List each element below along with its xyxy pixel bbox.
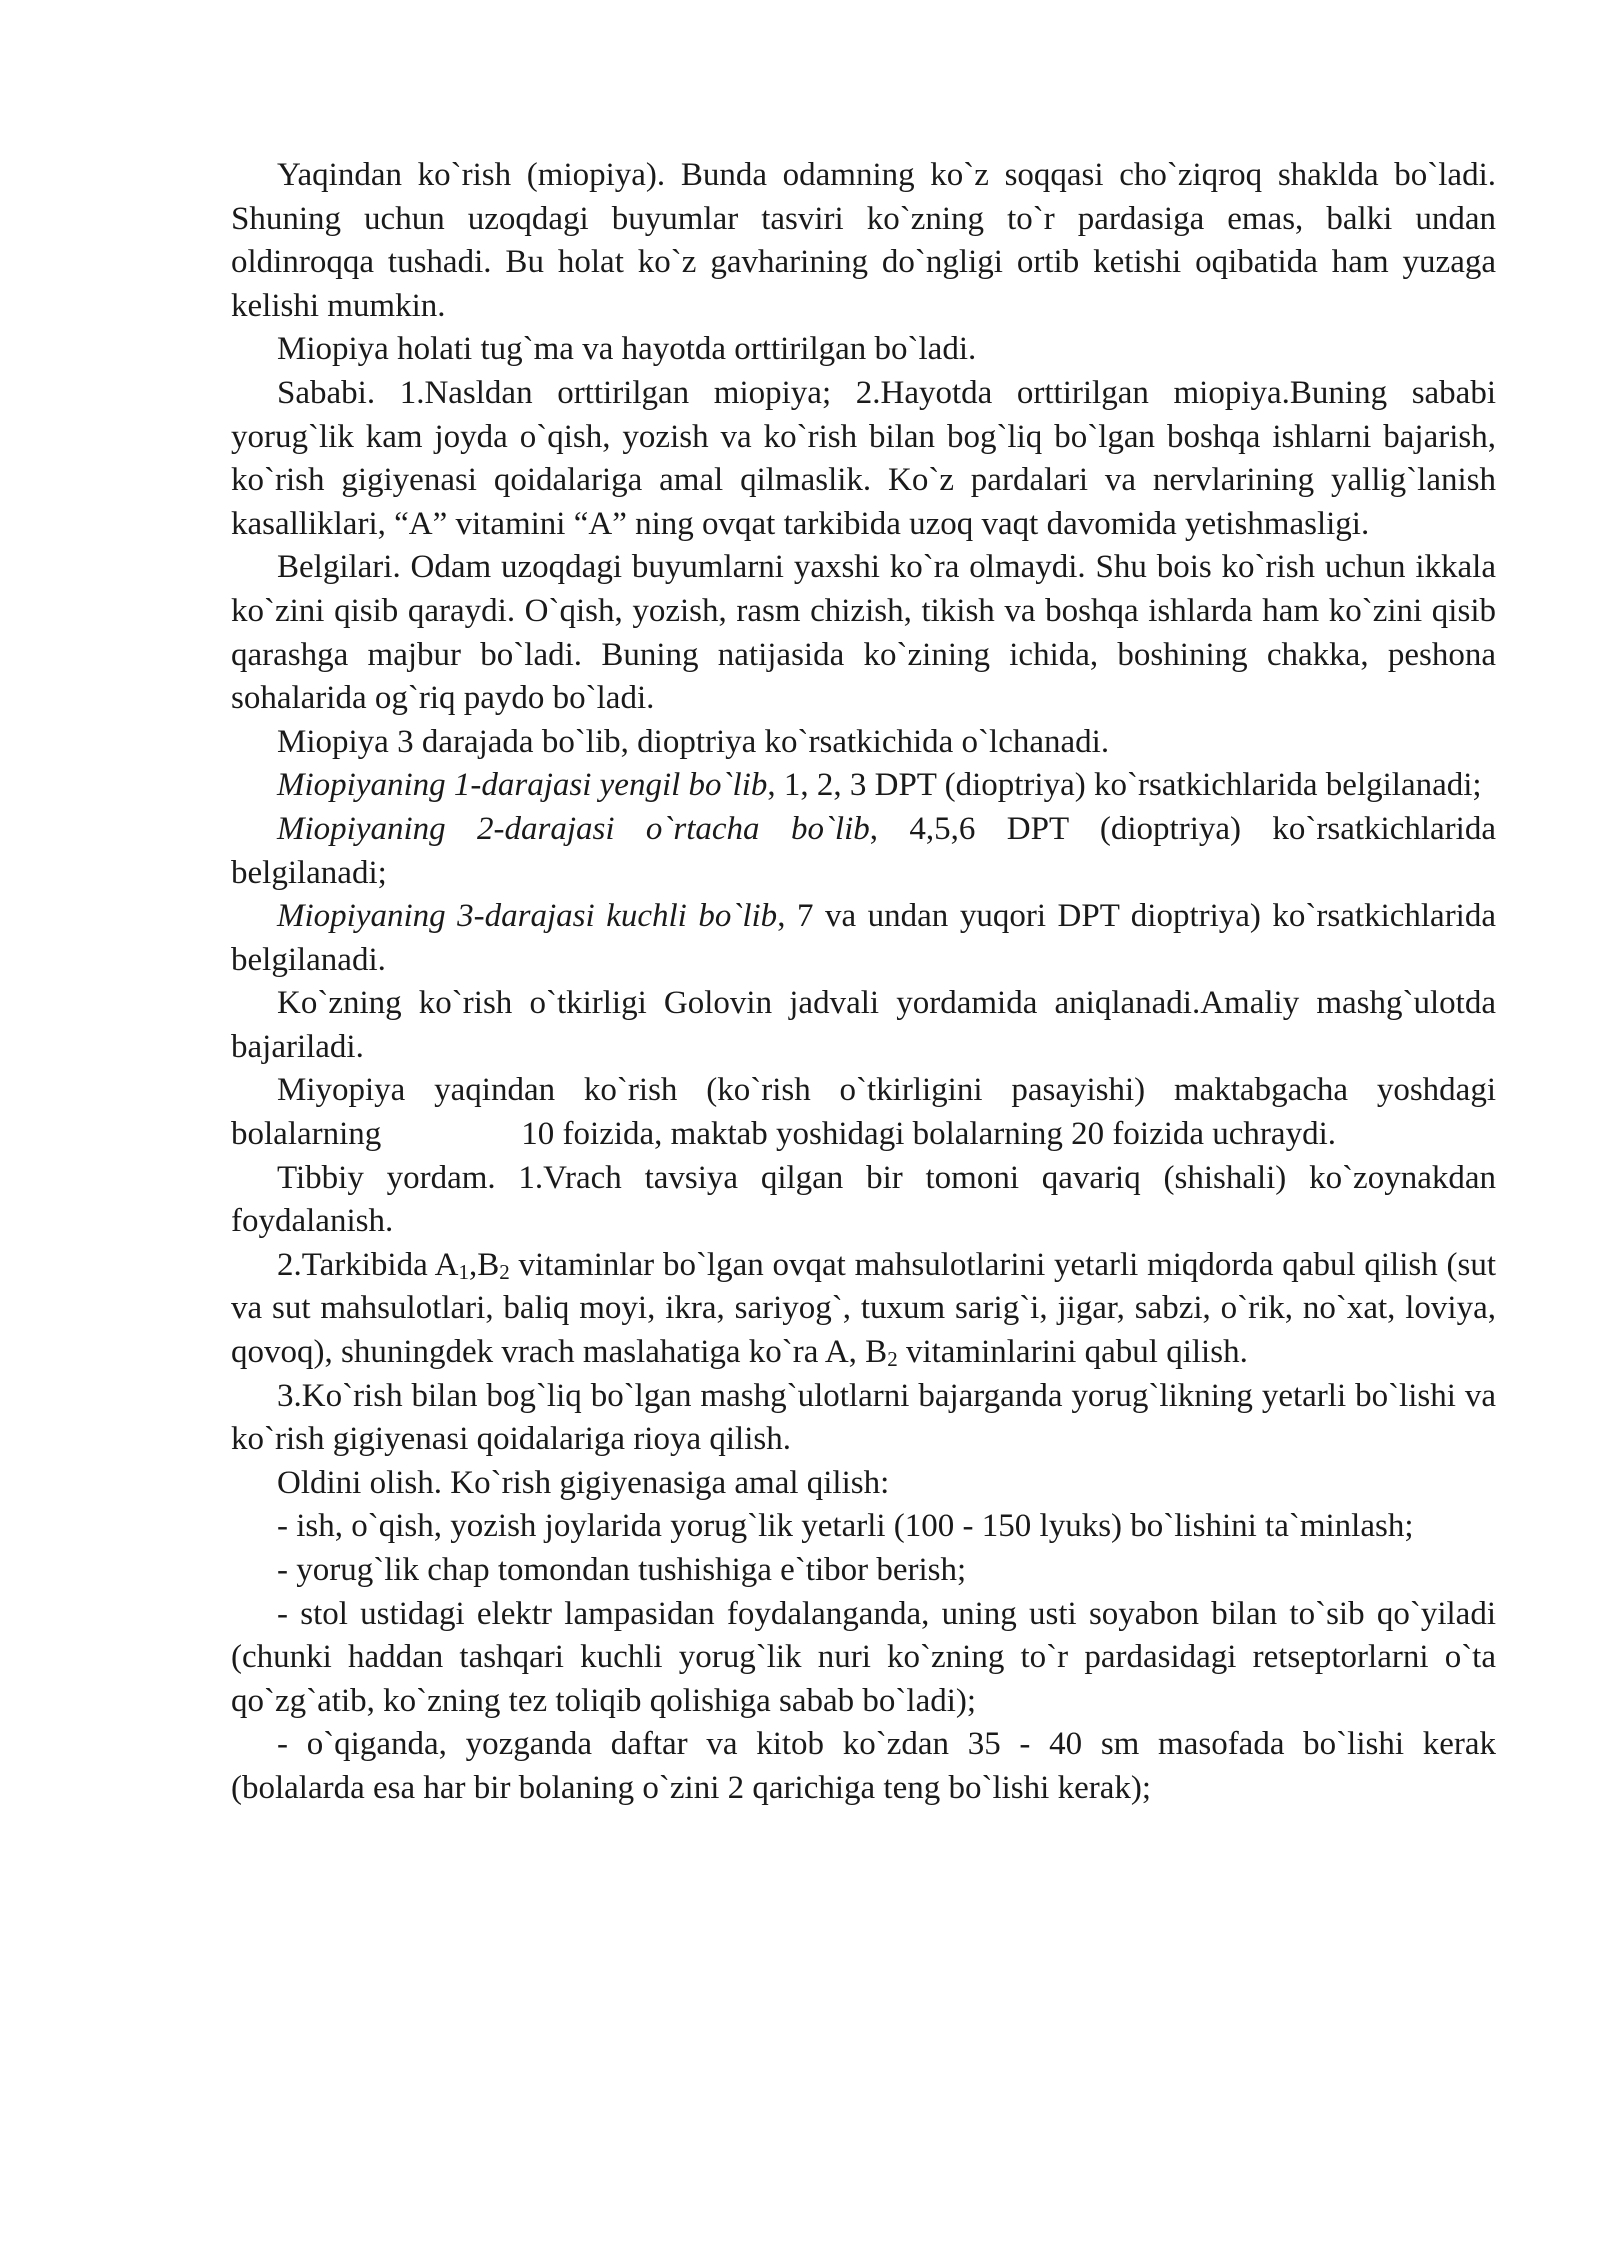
vitamins-text-b: ,B <box>469 1246 500 1283</box>
paragraph-lighting: 3.Ko`rish bilan bog`liq bo`lgan mashg`ulotlarni bajarganda yorug`likning yetarli bo`lishi va ko`rish gigiyenasi qoidalariga rioya qilish. <box>231 1377 1496 1458</box>
degree-1-term: Miopiyaning 1-darajasi yengil bo`lib <box>277 767 768 804</box>
list-item-light-level: - ish, o`qish, yozish joylarida yorug`lik yetarli (100 - 150 lyuks) bo`lishini ta`minlash; <box>277 1508 1414 1545</box>
paragraph-myopia-definition: Yaqindan ko`rish (miopiya). Bunda odamning ko`z soqqasi cho`ziqroq shaklda bo`ladi. Shuning uchun uzoqdagi buyumlar tasviri ko`zning to`r pardasiga emas, balki undan oldinroqqa tushadi. Bu holat ko`z gavharining do`ngligi ortib ketishi oqibatida ham yuzaga kelishi mumkin. <box>231 157 1496 324</box>
degree-1-text: , 1, 2, 3 DPT (dioptriya) ko`rsatkichlarida belgilanadi; <box>767 767 1482 804</box>
list-item-lamp-shade: - stol ustidagi elektr lampasidan foydalanganda, uning usti soyabon bilan to`sib qo`yiladi (chunki haddan tashqari kuchli yorug`lik nuri ko`zning to`r pardasidagi retseptorlarni o`ta qo`zg`atib, ko`zning tez toliqib qolishiga sabab bo`ladi); <box>231 1595 1496 1719</box>
paragraph-medical-help: Tibbiy yordam. 1.Vrach tavsiya qilgan bir tomoni qavariq (shishali) ko`zoynakdan foydalanish. <box>231 1159 1496 1240</box>
document-page <box>231 154 1496 1811</box>
paragraph-prevention: Oldini olish. Ko`rish gigiyenasiga amal qilish: <box>277 1464 890 1501</box>
paragraph-degree-3 <box>231 895 1496 982</box>
list-item-reading-distance: - o`qiganda, yozganda daftar va kitob ko`zdan 35 - 40 sm masofada bo`lishi kerak (bolalarda esa har bir bolaning o`zini 2 qarichiga teng bo`lishi kerak); <box>231 1726 1496 1806</box>
subscript-3: 2 <box>887 1347 898 1372</box>
degree-2-text: , 4,5,6 DPT (dioptriya) ko`rsatkichlarida belgilanadi; <box>231 810 1496 891</box>
paragraph-symptoms: Belgilari. Odam uzoqdagi buyumlarni yaxshi ko`ra olmaydi. Shu bois ko`rish uchun ikkala ko`zini qisib qaraydi. O`qish, yozish, rasm chizish, tikish va boshqa ishlarda ham ko`zini qisib qarashga majbur bo`ladi. Buning natijasida ko`zining ichida, boshining chakka, peshona sohalarida og`riq paydo bo`ladi. <box>231 549 1496 717</box>
paragraph-degree-2 <box>231 808 1496 895</box>
paragraph-prevalence <box>231 1069 1496 1156</box>
list-item-light-left: - yorug`lik chap tomondan tushishiga e`tibor berish; <box>277 1552 967 1588</box>
paragraph-golovin-table: Ko`zning ko`rish o`tkirligi Golovin jadvali yordamida aniqlanadi.Amaliy mashg`ulotda bajariladi. <box>231 985 1496 1065</box>
vitamins-text-d: vitaminlarini qabul qilish. <box>897 1334 1248 1371</box>
paragraph-vitamins <box>231 1244 1496 1375</box>
paragraph-degrees: Miopiya 3 darajada bo`lib, dioptriya ko`rsatkichida o`lchanadi. <box>277 723 1110 760</box>
paragraph-causes: Sababi. 1.Nasldan orttirilgan miopiya; 2.Hayotda orttirilgan miopiya.Buning sababi yorug`lik kam joyda o`qish, yozish va ko`rish bilan bog`liq bo`lgan boshqa ishlarni bajarish, ko`rish gigiyenasi qoidalariga amal qilmaslik. Ko`z pardalari va nervlarining yallig`lanish kasalliklari, “A” vitamini “A” ning ovqat tarkibida uzoq vaqt davomida yetishmasligi. <box>231 374 1496 542</box>
paragraph-myopia-types: Miopiya holati tug`ma va hayotda orttirilgan bo`ladi. <box>277 331 977 368</box>
degree-2-term: Miopiyaning 2-darajasi o`rtacha bo`lib <box>277 810 870 847</box>
vitamins-text-a: 2.Tarkibida A <box>277 1246 459 1283</box>
degree-3-text: , 7 va undan yuqori DPT dioptriya) ko`rsatkichlarida belgilanadi. <box>231 898 1497 978</box>
prevalence-text-a: Miyopiya yaqindan ko`rish (ko`rish o`tkirligini pasayishi) maktabgacha yoshdagi bolalarning <box>231 1072 1496 1153</box>
subscript-2: 2 <box>499 1259 510 1284</box>
paragraph-degree-1 <box>231 764 1496 808</box>
vitamins-text-c: vitaminlar bo`lgan ovqat mahsulotlarini yetarli miqdorda qabul qilish (sut va sut mahsulotlari, baliq moyi, ikra, sariyog`, tuxum sarig`i, jigar, sabzi, o`rik, no`xat, loviya, qovoq), shuningdek vrach maslahatiga ko`ra A, B <box>231 1246 1497 1371</box>
prevalence-text-b: 10 foizida, maktab yoshidagi bolalarning 20 foizida uchraydi. <box>521 1116 1336 1153</box>
degree-3-term: Miopiyaning 3-darajasi kuchli bo`lib <box>277 898 778 935</box>
subscript-1: 1 <box>458 1259 470 1284</box>
